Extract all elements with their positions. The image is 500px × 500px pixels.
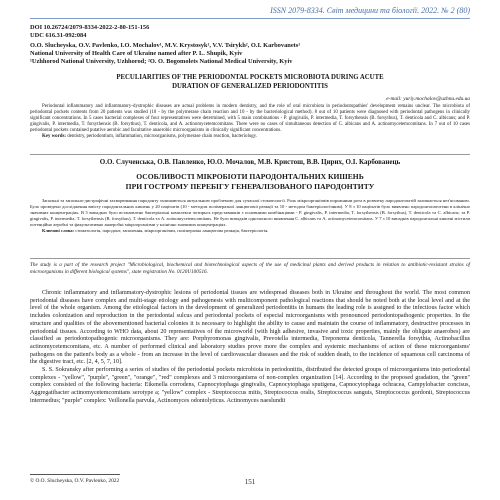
page-number: 151: [244, 478, 256, 486]
keywords-ua-label: Ключові слова:: [42, 227, 75, 233]
title-en-line-2: DURATION OF GENERALIZED PERIODONTITIS: [172, 82, 328, 90]
title-ua-line-1: ОСОБЛИВОСТІ МІКРОБІОТИ ПАРОДОНТАЛЬНИХ КИШЕНЬ: [136, 172, 364, 181]
udc: UDC 616.31-092:084: [30, 32, 87, 39]
research-note: The study is a part of the research project "Microbiological, biochemical and biotechnological aspects of the use of medicinal plants and derived products in relation to antibiotic-resistant strains of microorganisms in different biological systems", state registration No. 0120U100516.: [30, 262, 470, 275]
contact-email[interactable]: e-mail: yuriy.mochalov@uzhnu.edu.ua: [386, 96, 470, 102]
keywords-en-label: Key words:: [42, 134, 67, 140]
title-en: [30, 74, 470, 91]
title-ua-line-2: ПРИ ГОСТРОМУ ПЕРЕБІГУ ГЕНЕРАЛІЗОВАНОГО ПАРОДОНТИТУ: [125, 181, 375, 191]
affiliation-2: ¹Uzhhorod National University, Uzhhorod; ²O. O. Bogomolets National Medical University, Kyiv: [30, 58, 293, 65]
keywords-en: dentistry, periodontium, inflammation, microorganisms, polymerase chain reaction, bacteriology.: [67, 134, 258, 140]
section-divider: [30, 154, 470, 155]
abstract-en-text: Periodontal inflammatory and inflammatory-dystrophic diseases are actual problems in modern dentistry, and the role of oral microbiota in periodontopathies' development remains unclear. The microbiota of periodontal pockets contents from 20 patients was studied (10 - by the polymerase chain reaction and 10 - by the bacteriological method). 8 out of 10 patients were diagnosed with periodontal pathogens in clinically significant concentrations. In 5 cases bacterial complexes of four representatives were determined, with 5 main combinations - P. gingivalis, P. intermedia, T. forsythensis (B. forsythus), T. denticola and C. albicans; and P. gingivalis, P. intermedia, T. forsythensis (B. forsythus), T. denticola, and A. actinomycetemcomitans. There were no cases of simultaneous detection of C. albicans and A. actinomycetemcomitans. In 7 out of 10 cases periodontal pockets contained putative aerobic and facultative anaerobic microorganisms in clinically significant concentrations.: [30, 104, 470, 134]
section-divider: [30, 258, 470, 259]
paper-page: [30, 0, 470, 500]
authors-ua: О.О. Слученська, О.В. Павленко, Ю.О. Мочалов, М.В. Кристош, В.В. Цирих, О.І. Карбованець: [99, 158, 401, 166]
article-meta: [30, 24, 149, 40]
copyright: © O.O. Slucheyska, O.V. Pavlenko, 2022: [30, 478, 120, 484]
journal-header: ISSN 2079-8334. Світ медицини та біології. 2022. № 2 (80): [270, 6, 470, 15]
doi: DOI 10.26724/2079-8334-2022-2-80-151-156: [30, 24, 150, 31]
abstract-ua: [30, 198, 470, 233]
affiliation-1: National University of Health Care of Ukraine named after P. L. Shupik, Kyiv: [30, 50, 243, 57]
header-rule: [30, 18, 470, 19]
abstract-ua-text: Запальні та запально-дистрофічні захворювання пародонту залишаються актуальною проблемою для сучасної стоматології. Роль мікроорганізмів порожнини рота в розвитку пародонтопатій залишається нез'ясованою. Було проведено дослідження вмісту пародонтальних кишень у 20 пацієнтів (10 - методом полімеразної ланцюгової реакції та 10 - методом бактеріологічним). У 8 з 10 пацієнтів було виявлено пародонтопатогени в клінічно значимих концентраціях. В 5 випадках було встановлено бактеріальні комплекси чотирьох представників з основними комбінаціями - P. gingivalis, P. intermedia, T. forsythensis (B. forsythus), T. denticola та C. albicans; та P. gingivalis, P. intermedia, T. forsythensis (B. forsythus), T. denticola та A. actinomycetemcomitans. Не було випадків одночасного виявлення C. albicans та A. actinomycetemcomitans. У 7 з 10 випадків пародонтальні кишені містили потенційно аеробні та факультативно анаеробні мікроорганізми у клінічно значимих концентраціях.: [30, 198, 470, 227]
abstract-en: [30, 104, 470, 141]
authors-en: [30, 42, 470, 66]
keywords-ua: стоматологія, пародонт, запалення, мікроорганізми, полімеразна ланцюгова реакція, бактеріологія.: [75, 227, 269, 233]
footer-rule: [30, 474, 120, 475]
article-body: [30, 290, 470, 406]
body-paragraph-2: S. S. Sokransky after performing a series of studies of the periodontal pockets microbiota in periodontitis, distributed the detected groups of microorganisms into periodontal complexes - "yellow", "purple", "green", "orange", "red" complexes and 3 microorganisms of non-complex organization [14]. According to the proposed gradation, the "green" complex consisted of the following bacteria: Eikenella corrodens, Capnocytophaga gingivalis, Capnocytophaga sputigena, Capnocytophaga ochracea, Campylobacter concisus, Aggregatibacter actinomycetemcomitans serotype a; "yellow" complex - Streptococcus mitis, Streptococcus oralis, Streptococcus sanguis, Streptococcus gordonii, Streptococcus intermedius; "purple" complex: Veillonella parvula, Actinomyces odontolyticus. Actinomyces naeslundii: [30, 367, 470, 404]
author-names-en: O.O. Slucheyska, O.V. Pavlenko, I.O. Mochalov¹, M.V. Krystosyk¹, V.V. Tsirykh², O.I. Karbovanets¹: [30, 42, 301, 49]
title-en-line-1: PECULIARITIES OF THE PERIODONTAL POCKETS MICROBIOTA DURING ACUTE: [116, 74, 384, 81]
title-ua: [30, 172, 470, 191]
body-paragraph-1: Chronic inflammatory and inflammatory-dystrophic lesions of periodontal tissues are widespread diseases both in Ukraine and throughout the world. The most common periodontal diseases have complex and multi-stage etiology and pathogenesis with multicomponent pathological reactions that should be noted both at the local level and at the level of the whole organism. Among the etiological factors in the development of generalized periodontitis in humans the leading role is assigned to the infectious factor which includes colonization and reproduction in the periodontal sulcus and periodontal pockets of especial microorganisms with pronounced periodontopathogenic properties. In the structure and qualities of the abovementioned bacterial colonies it is necessary to highlight the ability to cause and maintain the course of inflammatory, destructive processes in periodontal tissues. According to WHO data, about 20 representatives of the microworld (with high adhesive, invasive and toxic properties, mainly the obligate anaerobes) are classified as periodontopathogenic microorganisms. They are: Porphyromonas gingivalis, Prevotella intermedia, Treponema denticola, Tannerella forsythia, Actinobacillus actinomycetemcomitans, etc. A number of performed clinical and laboratory studies prove more the complex and systemic mechanisms of action of these microorganisms' pathogens on the patient's body as a whole - from an increase in the level of cardiovascular diseases and the risk of sudden death, to the incidence of squamous cell carcinoma of the digestive tract, etc. [2, 4, 5, 7, 10].: [30, 290, 470, 366]
